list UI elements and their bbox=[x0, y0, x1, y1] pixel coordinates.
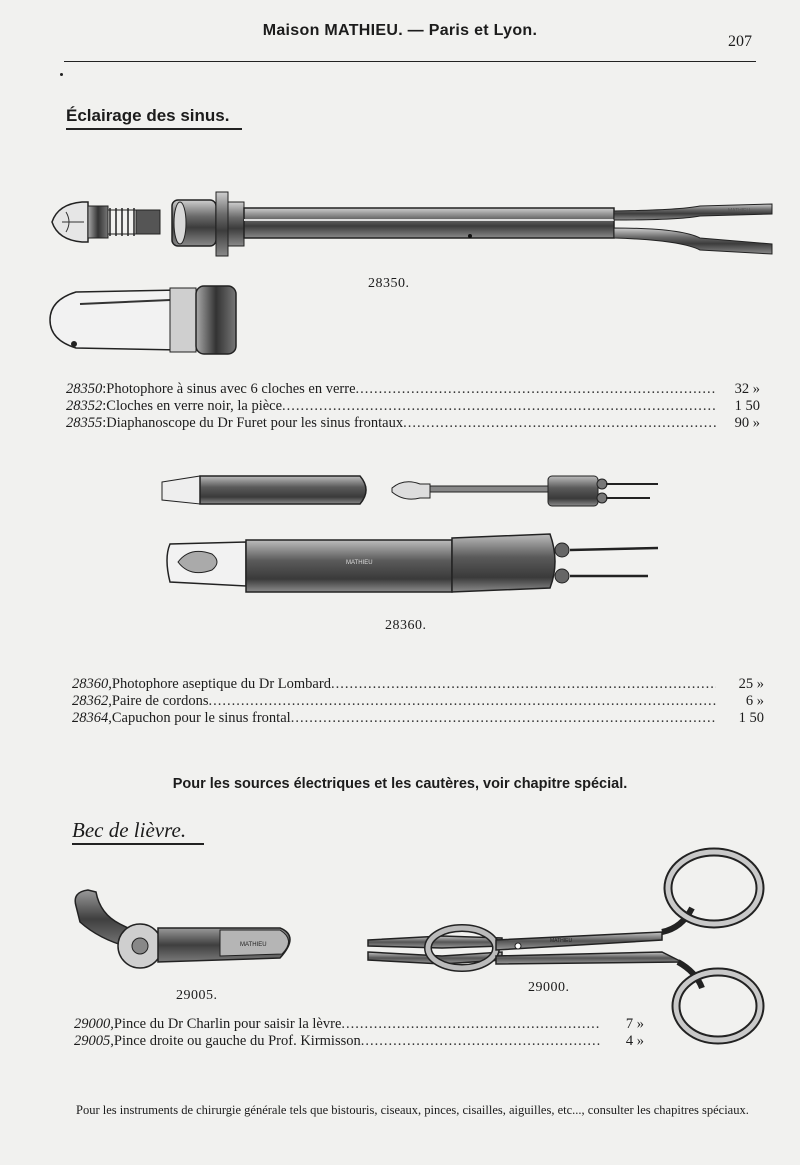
item-desc: Paire de cordons bbox=[111, 693, 209, 709]
leader-dots bbox=[341, 1016, 600, 1033]
item-desc: Photophore à sinus avec 6 cloches en verre bbox=[106, 381, 356, 397]
figure2-engraving: MATHIEU bbox=[346, 560, 373, 566]
list-item bbox=[66, 381, 760, 398]
list-item bbox=[72, 710, 764, 727]
list-item bbox=[72, 693, 764, 710]
item-price: 1 50 bbox=[738, 710, 764, 726]
section-title-underline bbox=[66, 128, 242, 130]
item-ref: 28362 bbox=[72, 693, 109, 709]
item-desc: Photophore aseptique du Dr Lombard bbox=[111, 676, 331, 692]
figure-photophore-28360 bbox=[150, 462, 670, 602]
leader-dots bbox=[403, 415, 716, 432]
item-ref: 29005 bbox=[74, 1033, 111, 1049]
item-sep: , bbox=[110, 1033, 114, 1049]
item-desc: Capuchon pour le sinus frontal bbox=[111, 710, 291, 726]
figure-photophore-28350 bbox=[40, 180, 780, 360]
page-number: 207 bbox=[728, 33, 752, 50]
item-sep: , bbox=[108, 676, 112, 692]
figure-label-29005: 29005. bbox=[176, 988, 218, 1003]
item-ref: 28350 bbox=[66, 381, 103, 397]
item-sep: , bbox=[108, 710, 112, 726]
notice-text: Pour les sources électriques et les cautères, voir chapitre spécial. bbox=[172, 776, 628, 792]
page-header-title: Maison MATHIEU. — Paris et Lyon. bbox=[262, 22, 538, 39]
leader-dots bbox=[282, 398, 716, 415]
item-price: 25 » bbox=[738, 676, 764, 692]
item-sep: : bbox=[102, 398, 107, 414]
leader-dots bbox=[331, 676, 716, 693]
section-title-bec-de-lievre: Bec de lièvre. bbox=[72, 818, 187, 842]
list-item bbox=[72, 676, 764, 693]
forceps-right-engraving: MATHIEU bbox=[550, 938, 573, 944]
item-ref: 28360 bbox=[72, 676, 109, 692]
list-item bbox=[66, 415, 760, 432]
leader-dots bbox=[291, 710, 716, 727]
leader-dots bbox=[361, 1033, 600, 1050]
leader-dots bbox=[356, 381, 716, 398]
figure-label-28350: 28350. bbox=[368, 276, 410, 291]
footnote: Pour les instruments de chirurgie générale tels que bistouris, ciseaux, pinces, cisailles, aiguilles, etc..., consulter les chapitres spéciaux. bbox=[76, 1103, 749, 1117]
leader-dots bbox=[209, 693, 716, 710]
item-price: 32 » bbox=[734, 381, 760, 397]
item-desc: Pince du Dr Charlin pour saisir la lèvre bbox=[113, 1016, 342, 1032]
item-sep: : bbox=[102, 415, 107, 431]
figure-label-29000: 29000. bbox=[528, 980, 570, 995]
item-ref: 29000 bbox=[74, 1016, 111, 1032]
tube-engraving: MATHIEU bbox=[728, 208, 751, 214]
item-ref: 28352 bbox=[66, 398, 103, 414]
item-sep: , bbox=[108, 693, 112, 709]
item-sep: : bbox=[102, 381, 107, 397]
item-sep: , bbox=[110, 1016, 114, 1032]
item-price: 7 » bbox=[625, 1016, 644, 1032]
item-desc: Diaphanoscope du Dr Furet pour les sinus frontaux bbox=[106, 415, 404, 431]
forceps-left-engraving: MATHIEU bbox=[240, 942, 267, 948]
item-ref: 28355 bbox=[66, 415, 103, 431]
ink-dot bbox=[60, 73, 63, 76]
list-item bbox=[66, 398, 760, 415]
item-price: 90 » bbox=[734, 415, 760, 431]
item-price: 4 » bbox=[625, 1033, 644, 1049]
list-item bbox=[74, 1016, 644, 1033]
figure-label-28360: 28360. bbox=[385, 618, 427, 633]
list-item bbox=[74, 1033, 644, 1050]
section-title-underline bbox=[72, 843, 204, 845]
item-price: 6 » bbox=[745, 693, 764, 709]
item-desc: Pince droite ou gauche du Prof. Kirmisson bbox=[113, 1033, 361, 1049]
header-rule bbox=[64, 61, 756, 62]
figure-forceps-29005 bbox=[70, 884, 310, 980]
item-price: 1 50 bbox=[734, 398, 760, 414]
item-desc: Cloches en verre noir, la pièce bbox=[106, 398, 283, 414]
section-title-sinus: Éclairage des sinus. bbox=[66, 106, 230, 125]
item-ref: 28364 bbox=[72, 710, 109, 726]
